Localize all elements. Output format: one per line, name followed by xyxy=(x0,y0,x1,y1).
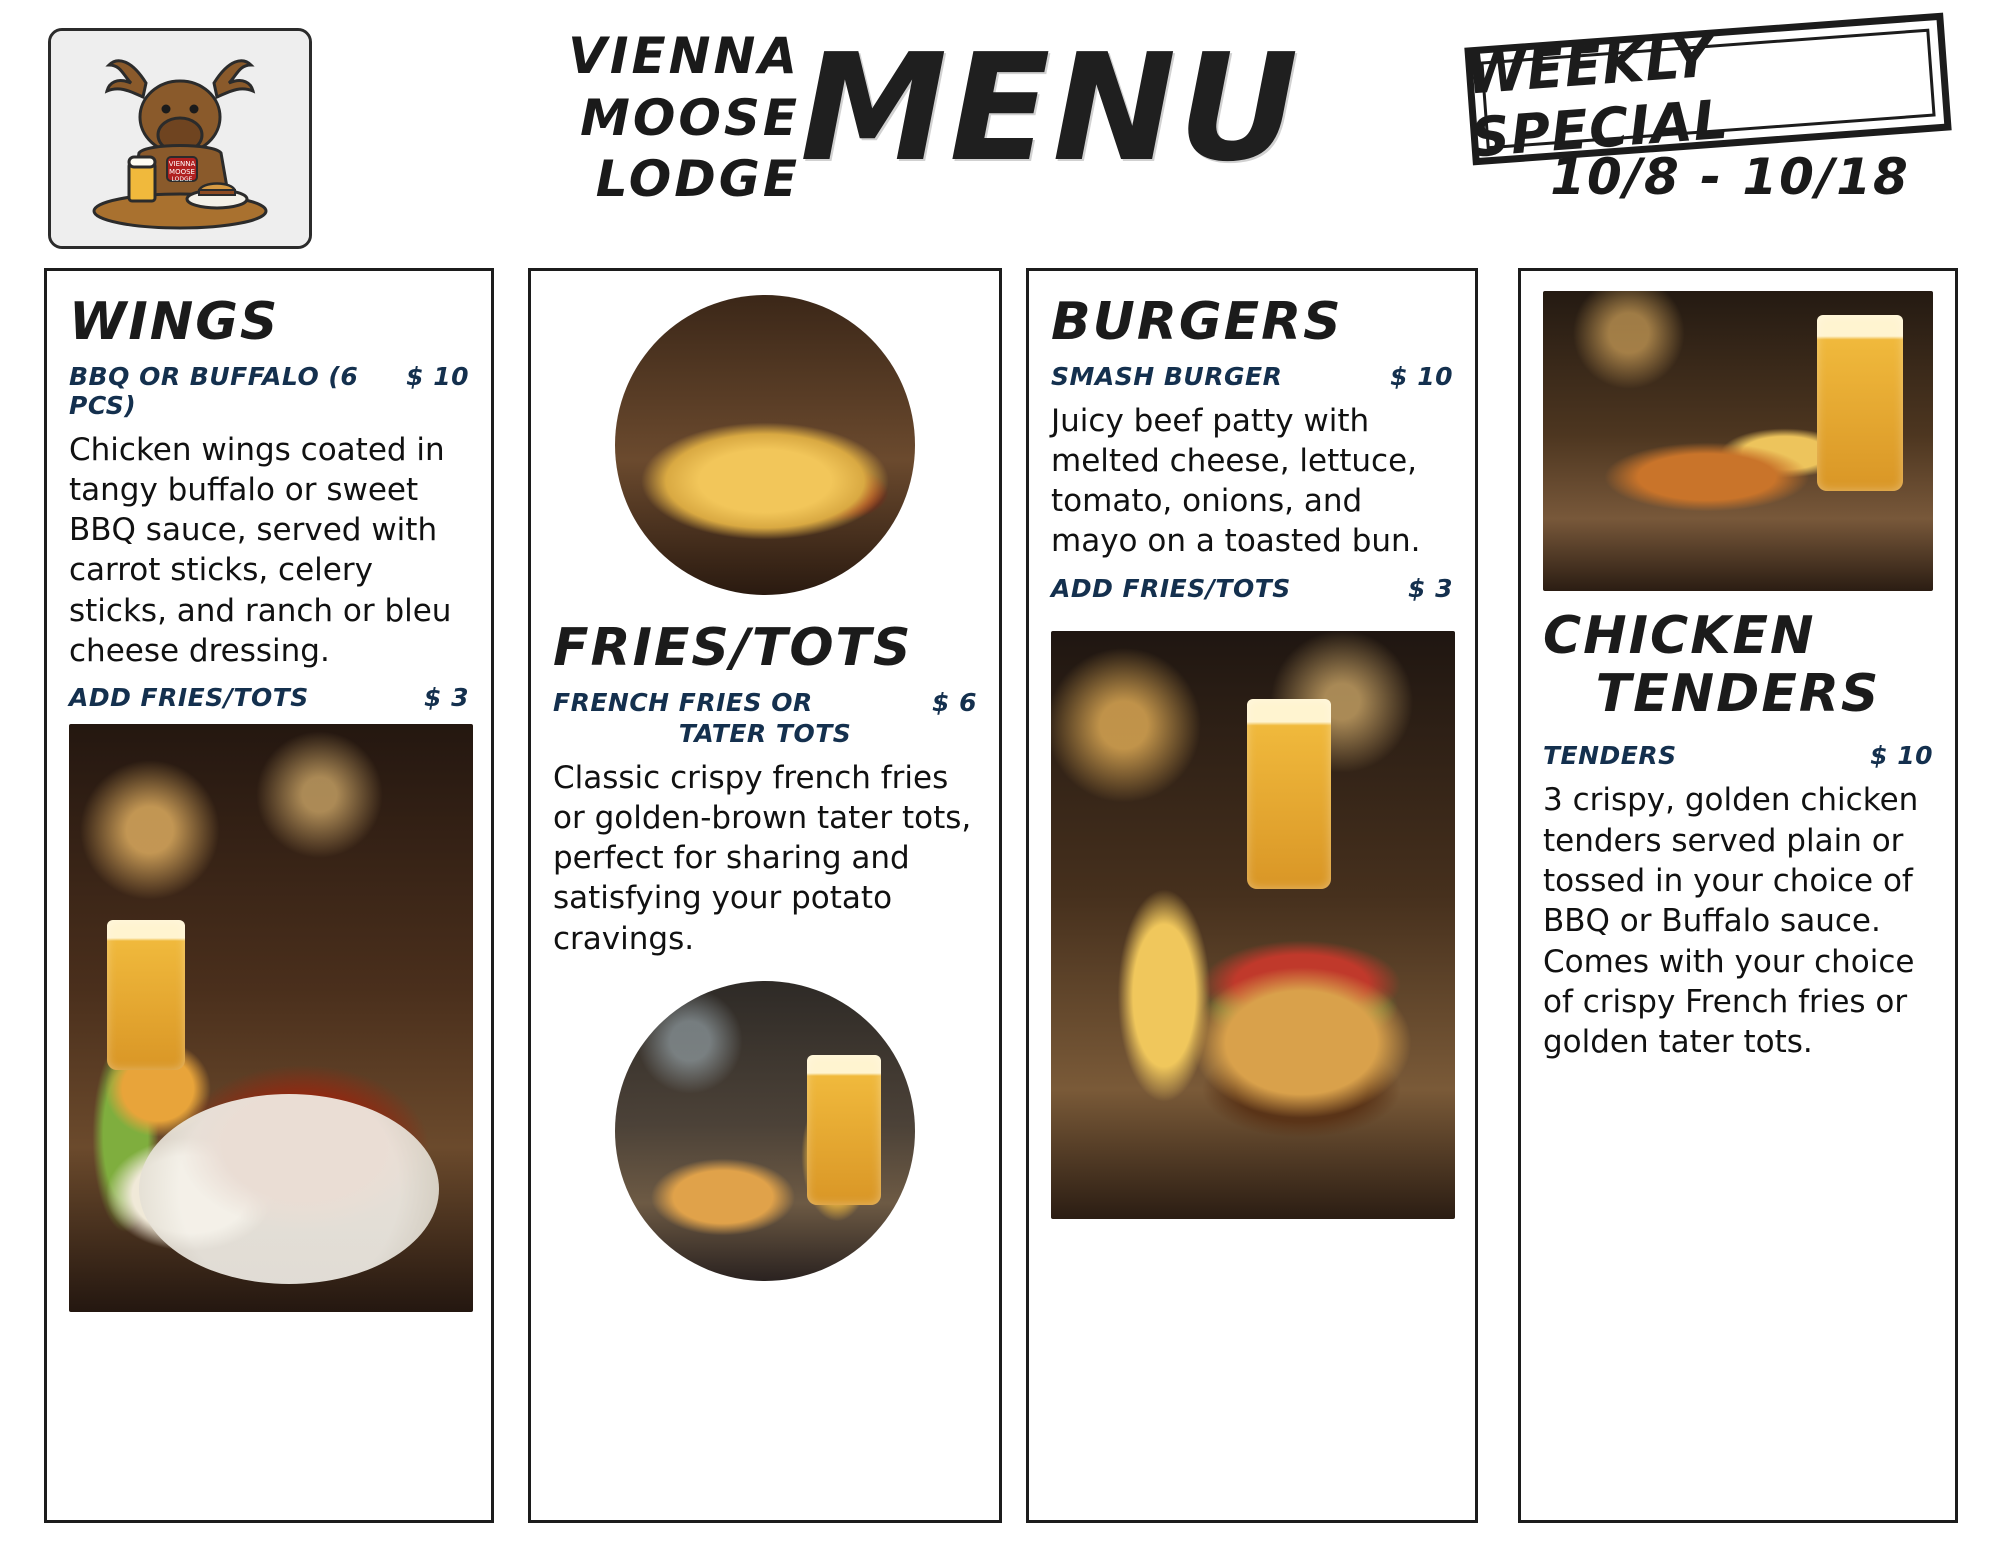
fries-photo xyxy=(615,295,915,595)
brand-line-3: LODGE xyxy=(595,150,800,208)
section-title-line-1: CHICKEN xyxy=(1543,606,1816,666)
item-name: FRENCH FRIES OR xyxy=(553,687,813,717)
addon-label: ADD FRIES/TOTS xyxy=(1051,573,1291,603)
menu-item-wings xyxy=(69,362,469,420)
svg-text:MOOSE: MOOSE xyxy=(169,168,195,176)
item-description: Classic crispy french fries or golden-brown tater tots, perfect for sharing and satisfying your potato cravings. xyxy=(553,759,972,957)
beer-glass-shape xyxy=(1817,315,1903,491)
item-name: BBQ OR BUFFALO (6 PCS) xyxy=(69,361,359,420)
brand-line-2: MOOSE xyxy=(580,88,800,147)
svg-text:VIENNA: VIENNA xyxy=(168,160,196,168)
lodge-logo xyxy=(48,28,312,249)
tater-tots-photo xyxy=(615,981,915,1281)
addon-fries-tots-burgers xyxy=(1051,574,1453,603)
section-title-burgers: BURGERS xyxy=(1051,292,1343,352)
menu-item-fries-tots xyxy=(553,688,977,748)
menu-section-wings xyxy=(44,268,494,1523)
item-price: $ 6 xyxy=(932,687,977,717)
beer-glass-shape xyxy=(1247,699,1331,889)
weekly-special-stamp xyxy=(1464,13,1951,170)
item-name-line2: TATER TOTS xyxy=(678,718,852,748)
wings-photo xyxy=(69,724,473,1312)
moose-logo-icon xyxy=(51,31,309,246)
stamp-label: WEEKLY SPECIAL xyxy=(1464,25,1731,170)
section-title-fries-tots: FRIES/TOTS xyxy=(553,618,913,678)
menu-header xyxy=(0,0,2000,260)
item-name: TENDERS xyxy=(1543,741,1677,771)
plate-shape xyxy=(139,1094,439,1284)
menu-section-chicken-tenders xyxy=(1518,268,1958,1523)
item-price: $ 10 xyxy=(406,361,469,391)
addon-price: $ 3 xyxy=(1408,573,1453,603)
beer-glass-shape xyxy=(807,1055,881,1205)
beer-glass-shape xyxy=(107,920,185,1070)
menu-section-fries-tots xyxy=(528,268,1002,1523)
item-description: Chicken wings coated in tangy buffalo or sweet BBQ sauce, served with carrot sticks, celery sticks, and ranch or bleu cheese dressing. xyxy=(69,431,452,670)
brand-line-1: VIENNA xyxy=(568,27,800,85)
menu-item-smash-burger xyxy=(1051,362,1453,391)
menu-columns xyxy=(0,268,2000,1523)
menu-item-tenders xyxy=(1543,741,1933,770)
svg-text:LODGE: LODGE xyxy=(171,176,193,183)
addon-label: ADD FRIES/TOTS xyxy=(69,683,309,713)
addon-price: $ 3 xyxy=(424,683,469,713)
item-price: $ 10 xyxy=(1390,361,1453,391)
item-description: 3 crispy, golden chicken tenders served plain or tossed in your choice of BBQ or Buffalo sauce. Comes with your choice of crispy French fries or golden tater tots. xyxy=(1543,782,1919,1061)
section-title-line-2: TENDERS xyxy=(1595,664,1881,725)
brand-name xyxy=(330,26,800,211)
item-price: $ 10 xyxy=(1870,741,1933,771)
burger-photo xyxy=(1051,631,1455,1219)
chicken-tenders-photo xyxy=(1543,291,1933,591)
page-title: MENU xyxy=(800,22,1301,194)
item-name: SMASH BURGER xyxy=(1051,361,1283,391)
item-description: Juicy beef patty with melted cheese, lettuce, tomato, onions, and mayo on a toasted bun. xyxy=(1051,402,1421,560)
menu-section-burgers xyxy=(1026,268,1478,1523)
addon-fries-tots-wings xyxy=(69,683,469,712)
special-dates: 10/8 - 10/18 xyxy=(1550,148,1910,206)
section-title-chicken-tenders xyxy=(1543,607,1933,723)
section-title-wings: WINGS xyxy=(69,292,280,352)
